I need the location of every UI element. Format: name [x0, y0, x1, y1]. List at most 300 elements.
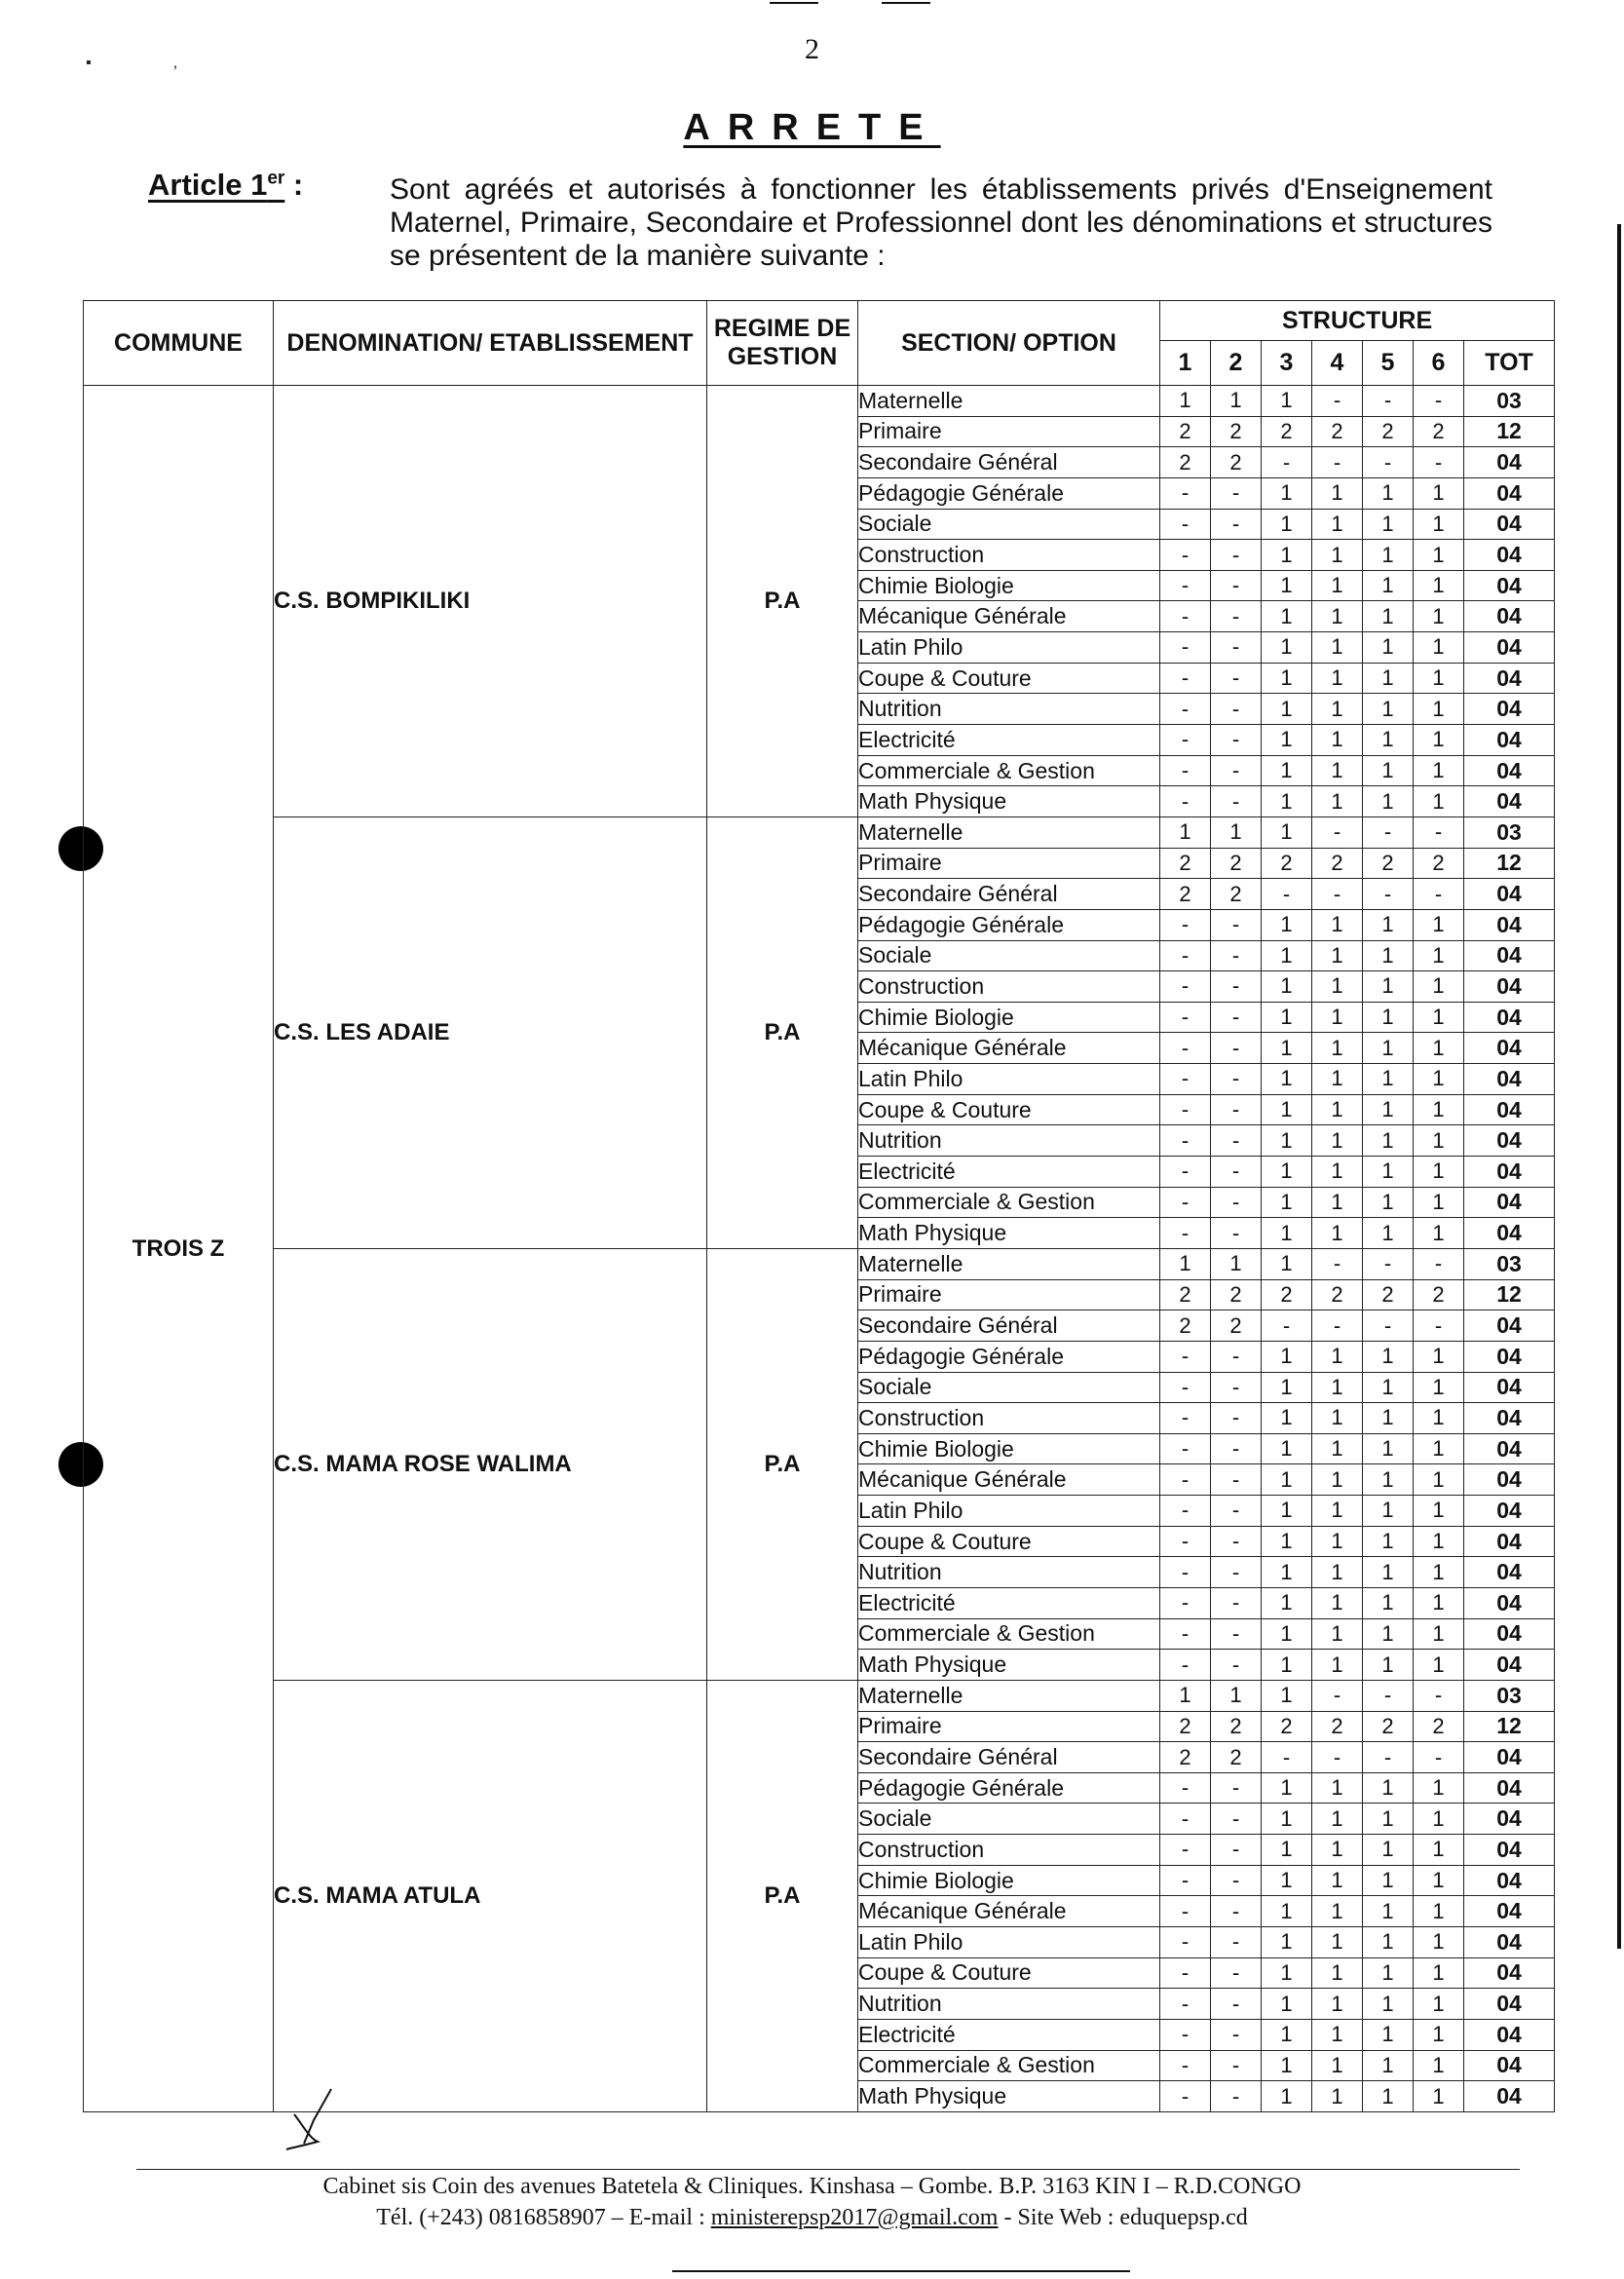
- level-1-cell: -: [1160, 1496, 1211, 1527]
- level-6-cell: 1: [1414, 1372, 1464, 1403]
- level-2-cell: -: [1211, 2081, 1262, 2112]
- total-cell: 04: [1464, 540, 1555, 571]
- level-1-cell: -: [1160, 1341, 1211, 1372]
- level-6-cell: 1: [1414, 971, 1464, 1003]
- level-6-cell: 1: [1414, 1033, 1464, 1064]
- level-2-cell: -: [1211, 1187, 1262, 1218]
- header-level-1: 1: [1160, 341, 1211, 386]
- level-4-cell: 1: [1312, 663, 1363, 694]
- level-3-cell: 1: [1262, 725, 1312, 756]
- option-cell: Latin Philo: [858, 1064, 1160, 1095]
- total-cell: 04: [1464, 1372, 1555, 1403]
- table-row: [84, 817, 1555, 848]
- level-5-cell: 1: [1363, 1002, 1414, 1033]
- level-4-cell: 2: [1312, 848, 1363, 879]
- option-cell: Chimie Biologie: [858, 570, 1160, 601]
- total-cell: 12: [1464, 1711, 1555, 1742]
- level-3-cell: 1: [1262, 1157, 1312, 1188]
- level-1-cell: -: [1160, 940, 1211, 971]
- level-2-cell: -: [1211, 2019, 1262, 2050]
- level-3-cell: 1: [1262, 1526, 1312, 1557]
- level-6-cell: 1: [1414, 1927, 1464, 1958]
- total-cell: 03: [1464, 817, 1555, 848]
- level-2-cell: 2: [1211, 879, 1262, 910]
- level-5-cell: 1: [1363, 1587, 1414, 1618]
- level-1-cell: -: [1160, 2050, 1211, 2081]
- level-3-cell: 1: [1262, 1957, 1312, 1989]
- establishment-name: C.S. BOMPIKILIKI: [274, 386, 707, 817]
- level-3-cell: 1: [1262, 2019, 1312, 2050]
- level-1-cell: -: [1160, 1033, 1211, 1064]
- total-cell: 04: [1464, 1403, 1555, 1434]
- level-6-cell: -: [1414, 447, 1464, 478]
- level-5-cell: -: [1363, 1248, 1414, 1279]
- total-cell: 03: [1464, 1248, 1555, 1279]
- level-1-cell: 1: [1160, 386, 1211, 417]
- level-1-cell: -: [1160, 786, 1211, 817]
- level-2-cell: -: [1211, 1372, 1262, 1403]
- level-5-cell: 1: [1363, 1496, 1414, 1527]
- level-5-cell: 1: [1363, 2019, 1414, 2050]
- level-5-cell: 1: [1363, 1557, 1414, 1588]
- level-5-cell: 1: [1363, 1896, 1414, 1927]
- level-1-cell: -: [1160, 725, 1211, 756]
- header-section: SECTION/ OPTION: [858, 301, 1160, 386]
- total-cell: 04: [1464, 1835, 1555, 1866]
- level-6-cell: 1: [1414, 1804, 1464, 1835]
- option-cell: Pédagogie Générale: [858, 1341, 1160, 1372]
- level-5-cell: 1: [1363, 786, 1414, 817]
- level-6-cell: -: [1414, 1310, 1464, 1342]
- level-5-cell: -: [1363, 447, 1414, 478]
- level-3-cell: 1: [1262, 755, 1312, 786]
- footer-contact: [0, 2205, 1624, 2231]
- level-1-cell: -: [1160, 1433, 1211, 1464]
- option-cell: Latin Philo: [858, 1927, 1160, 1958]
- level-2-cell: -: [1211, 755, 1262, 786]
- option-cell: Mécanique Générale: [858, 1464, 1160, 1496]
- level-2-cell: -: [1211, 1094, 1262, 1125]
- level-3-cell: 1: [1262, 1496, 1312, 1527]
- level-2-cell: 1: [1211, 1248, 1262, 1279]
- level-3-cell: 1: [1262, 1064, 1312, 1095]
- level-4-cell: 1: [1312, 1464, 1363, 1496]
- level-2-cell: 2: [1211, 1279, 1262, 1310]
- option-cell: Coupe & Couture: [858, 1094, 1160, 1125]
- level-1-cell: -: [1160, 1587, 1211, 1618]
- option-cell: Pédagogie Générale: [858, 477, 1160, 509]
- level-2-cell: -: [1211, 1157, 1262, 1188]
- level-3-cell: 1: [1262, 540, 1312, 571]
- total-cell: 04: [1464, 1464, 1555, 1496]
- level-6-cell: 1: [1414, 1587, 1464, 1618]
- level-4-cell: 2: [1312, 1279, 1363, 1310]
- total-cell: 04: [1464, 1526, 1555, 1557]
- level-6-cell: 1: [1414, 1989, 1464, 2020]
- level-5-cell: 1: [1363, 632, 1414, 664]
- level-6-cell: 1: [1414, 663, 1464, 694]
- total-cell: 04: [1464, 786, 1555, 817]
- level-4-cell: 1: [1312, 477, 1363, 509]
- option-cell: Electricité: [858, 1587, 1160, 1618]
- option-cell: Commerciale & Gestion: [858, 2050, 1160, 2081]
- level-6-cell: 1: [1414, 1341, 1464, 1372]
- level-2-cell: -: [1211, 1927, 1262, 1958]
- level-6-cell: 1: [1414, 909, 1464, 940]
- level-6-cell: 1: [1414, 601, 1464, 632]
- bottom-edge-mark: [672, 2270, 1130, 2272]
- level-3-cell: 1: [1262, 1002, 1312, 1033]
- option-cell: Coupe & Couture: [858, 1526, 1160, 1557]
- total-cell: 12: [1464, 1279, 1555, 1310]
- level-5-cell: 1: [1363, 1464, 1414, 1496]
- establishment-name: C.S. MAMA ROSE WALIMA: [274, 1248, 707, 1680]
- level-2-cell: -: [1211, 1064, 1262, 1095]
- total-cell: 04: [1464, 755, 1555, 786]
- level-3-cell: 1: [1262, 1865, 1312, 1896]
- header-structure: STRUCTURE: [1160, 301, 1555, 341]
- level-3-cell: 1: [1262, 1033, 1312, 1064]
- option-cell: Electricité: [858, 2019, 1160, 2050]
- level-3-cell: 1: [1262, 1587, 1312, 1618]
- level-3-cell: 1: [1262, 909, 1312, 940]
- level-2-cell: -: [1211, 1496, 1262, 1527]
- level-4-cell: 1: [1312, 940, 1363, 971]
- level-3-cell: 1: [1262, 2081, 1312, 2112]
- header-denomination: DENOMINATION/ ETABLISSEMENT: [274, 301, 707, 386]
- level-2-cell: -: [1211, 725, 1262, 756]
- level-5-cell: 1: [1363, 1033, 1414, 1064]
- option-cell: Chimie Biologie: [858, 1433, 1160, 1464]
- level-5-cell: 1: [1363, 1125, 1414, 1157]
- level-6-cell: 1: [1414, 1187, 1464, 1218]
- scan-speck: ▪: [86, 55, 92, 71]
- level-6-cell: 1: [1414, 725, 1464, 756]
- table-row: [84, 1680, 1555, 1711]
- footer-website: - Site Web : eduquepsp.cd: [998, 2205, 1248, 2230]
- level-5-cell: 1: [1363, 1989, 1414, 2020]
- level-6-cell: 1: [1414, 786, 1464, 817]
- option-cell: Latin Philo: [858, 632, 1160, 664]
- table-row: [84, 1248, 1555, 1279]
- level-4-cell: 1: [1312, 1526, 1363, 1557]
- total-cell: 12: [1464, 848, 1555, 879]
- establishment-name: C.S. MAMA ATULA: [274, 1680, 707, 2111]
- level-6-cell: 2: [1414, 1711, 1464, 1742]
- level-4-cell: 1: [1312, 570, 1363, 601]
- level-2-cell: -: [1211, 1989, 1262, 2020]
- level-1-cell: -: [1160, 1927, 1211, 1958]
- footer-phone: Tél. (+243) 0816858907 – E-mail :: [376, 2205, 711, 2230]
- level-1-cell: -: [1160, 1865, 1211, 1896]
- total-cell: 04: [1464, 1927, 1555, 1958]
- option-cell: Secondaire Général: [858, 447, 1160, 478]
- level-6-cell: 1: [1414, 1125, 1464, 1157]
- total-cell: 04: [1464, 1772, 1555, 1804]
- total-cell: 04: [1464, 477, 1555, 509]
- header-commune: COMMUNE: [84, 301, 274, 386]
- top-edge-mark: [770, 2, 818, 4]
- level-3-cell: 1: [1262, 1248, 1312, 1279]
- option-cell: Construction: [858, 1835, 1160, 1866]
- level-3-cell: 2: [1262, 1279, 1312, 1310]
- level-1-cell: -: [1160, 509, 1211, 540]
- option-cell: Chimie Biologie: [858, 1002, 1160, 1033]
- level-2-cell: -: [1211, 540, 1262, 571]
- level-1-cell: -: [1160, 1896, 1211, 1927]
- level-3-cell: 1: [1262, 1680, 1312, 1711]
- level-4-cell: 1: [1312, 1372, 1363, 1403]
- level-6-cell: 1: [1414, 570, 1464, 601]
- total-cell: 04: [1464, 2050, 1555, 2081]
- level-2-cell: 1: [1211, 817, 1262, 848]
- option-cell: Math Physique: [858, 786, 1160, 817]
- level-2-cell: -: [1211, 940, 1262, 971]
- level-3-cell: 2: [1262, 1711, 1312, 1742]
- level-1-cell: -: [1160, 1526, 1211, 1557]
- level-6-cell: -: [1414, 1248, 1464, 1279]
- level-3-cell: 1: [1262, 1557, 1312, 1588]
- level-2-cell: -: [1211, 1433, 1262, 1464]
- level-5-cell: 2: [1363, 1711, 1414, 1742]
- level-2-cell: -: [1211, 1341, 1262, 1372]
- level-2-cell: -: [1211, 1618, 1262, 1650]
- level-4-cell: 1: [1312, 1187, 1363, 1218]
- level-5-cell: -: [1363, 386, 1414, 417]
- scan-edge: [1617, 224, 1621, 1949]
- scan-speck: ,: [173, 55, 177, 71]
- level-6-cell: 1: [1414, 1650, 1464, 1681]
- level-3-cell: 2: [1262, 416, 1312, 447]
- level-3-cell: 1: [1262, 1989, 1312, 2020]
- level-1-cell: -: [1160, 601, 1211, 632]
- level-2-cell: -: [1211, 2050, 1262, 2081]
- level-2-cell: -: [1211, 909, 1262, 940]
- total-cell: 04: [1464, 1125, 1555, 1157]
- total-cell: 04: [1464, 1865, 1555, 1896]
- level-5-cell: 1: [1363, 940, 1414, 971]
- option-cell: Nutrition: [858, 694, 1160, 725]
- total-cell: 04: [1464, 1033, 1555, 1064]
- level-4-cell: -: [1312, 447, 1363, 478]
- footer-email-link[interactable]: ministerepsp2017@gmail.com: [710, 2205, 999, 2230]
- level-4-cell: 1: [1312, 1064, 1363, 1095]
- level-4-cell: 1: [1312, 2019, 1363, 2050]
- level-3-cell: 1: [1262, 817, 1312, 848]
- table-row: [84, 386, 1555, 417]
- option-cell: Construction: [858, 1403, 1160, 1434]
- level-3-cell: -: [1262, 447, 1312, 478]
- option-cell: Nutrition: [858, 1989, 1160, 2020]
- level-4-cell: 2: [1312, 1711, 1363, 1742]
- level-3-cell: 1: [1262, 1650, 1312, 1681]
- option-cell: Commerciale & Gestion: [858, 755, 1160, 786]
- total-cell: 04: [1464, 725, 1555, 756]
- level-2-cell: -: [1211, 1650, 1262, 1681]
- level-3-cell: 1: [1262, 601, 1312, 632]
- level-4-cell: 1: [1312, 1804, 1363, 1835]
- level-2-cell: 2: [1211, 1742, 1262, 1773]
- level-4-cell: 1: [1312, 1157, 1363, 1188]
- level-1-cell: -: [1160, 1372, 1211, 1403]
- level-1-cell: 1: [1160, 817, 1211, 848]
- level-1-cell: 2: [1160, 1711, 1211, 1742]
- option-cell: Mécanique Générale: [858, 601, 1160, 632]
- option-cell: Nutrition: [858, 1125, 1160, 1157]
- level-4-cell: 1: [1312, 1557, 1363, 1588]
- level-3-cell: 1: [1262, 1927, 1312, 1958]
- level-5-cell: 1: [1363, 2081, 1414, 2112]
- level-5-cell: 1: [1363, 1650, 1414, 1681]
- option-cell: Nutrition: [858, 1557, 1160, 1588]
- level-4-cell: 1: [1312, 1403, 1363, 1434]
- level-4-cell: 1: [1312, 1896, 1363, 1927]
- level-2-cell: -: [1211, 694, 1262, 725]
- level-2-cell: 1: [1211, 1680, 1262, 1711]
- option-cell: Maternelle: [858, 386, 1160, 417]
- level-6-cell: 1: [1414, 940, 1464, 971]
- level-4-cell: 1: [1312, 1772, 1363, 1804]
- level-4-cell: 1: [1312, 1033, 1363, 1064]
- level-5-cell: 1: [1363, 1772, 1414, 1804]
- level-4-cell: 2: [1312, 416, 1363, 447]
- level-2-cell: -: [1211, 509, 1262, 540]
- regime-cell: P.A: [707, 817, 858, 1248]
- level-1-cell: -: [1160, 570, 1211, 601]
- header-level-4: 4: [1312, 341, 1363, 386]
- level-2-cell: -: [1211, 971, 1262, 1003]
- total-cell: 04: [1464, 694, 1555, 725]
- option-cell: Maternelle: [858, 1248, 1160, 1279]
- level-1-cell: -: [1160, 694, 1211, 725]
- option-cell: Latin Philo: [858, 1496, 1160, 1527]
- level-6-cell: 1: [1414, 1094, 1464, 1125]
- total-cell: 04: [1464, 1618, 1555, 1650]
- level-6-cell: 1: [1414, 1896, 1464, 1927]
- level-4-cell: 1: [1312, 1989, 1363, 2020]
- level-3-cell: -: [1262, 1310, 1312, 1342]
- level-1-cell: 1: [1160, 1680, 1211, 1711]
- level-1-cell: -: [1160, 1125, 1211, 1157]
- total-cell: 04: [1464, 601, 1555, 632]
- level-1-cell: -: [1160, 2019, 1211, 2050]
- level-5-cell: 1: [1363, 1341, 1414, 1372]
- total-cell: 04: [1464, 1989, 1555, 2020]
- level-2-cell: 2: [1211, 447, 1262, 478]
- level-3-cell: 1: [1262, 786, 1312, 817]
- level-3-cell: 1: [1262, 1403, 1312, 1434]
- level-1-cell: -: [1160, 1403, 1211, 1434]
- level-2-cell: -: [1211, 663, 1262, 694]
- level-5-cell: 1: [1363, 1618, 1414, 1650]
- level-6-cell: 1: [1414, 632, 1464, 664]
- level-4-cell: 1: [1312, 1927, 1363, 1958]
- level-1-cell: -: [1160, 1835, 1211, 1866]
- total-cell: 04: [1464, 570, 1555, 601]
- option-cell: Construction: [858, 540, 1160, 571]
- level-1-cell: -: [1160, 1957, 1211, 1989]
- level-5-cell: 1: [1363, 1218, 1414, 1249]
- level-3-cell: 1: [1262, 1896, 1312, 1927]
- option-cell: Mécanique Générale: [858, 1896, 1160, 1927]
- article-label-sup: er: [267, 168, 285, 189]
- level-3-cell: 1: [1262, 1125, 1312, 1157]
- level-1-cell: -: [1160, 1094, 1211, 1125]
- total-cell: 04: [1464, 1896, 1555, 1927]
- total-cell: 04: [1464, 1433, 1555, 1464]
- option-cell: Pédagogie Générale: [858, 909, 1160, 940]
- level-6-cell: 1: [1414, 477, 1464, 509]
- level-4-cell: 1: [1312, 1125, 1363, 1157]
- footer-address: Cabinet sis Coin des avenues Batetela & Cliniques. Kinshasa – Gombe. B.P. 3163 KIN I – R.D.CONGO: [322, 2174, 1302, 2199]
- total-cell: 03: [1464, 1680, 1555, 1711]
- level-4-cell: 1: [1312, 601, 1363, 632]
- level-2-cell: -: [1211, 1587, 1262, 1618]
- level-5-cell: 1: [1363, 2050, 1414, 2081]
- level-6-cell: 2: [1414, 416, 1464, 447]
- option-cell: Coupe & Couture: [858, 1957, 1160, 1989]
- option-cell: Sociale: [858, 1804, 1160, 1835]
- signature-mark: [275, 2085, 343, 2153]
- top-edge-mark: [882, 2, 930, 4]
- total-cell: 04: [1464, 632, 1555, 664]
- level-6-cell: 1: [1414, 509, 1464, 540]
- level-4-cell: 1: [1312, 509, 1363, 540]
- header-total: TOT: [1464, 341, 1555, 386]
- option-cell: Chimie Biologie: [858, 1865, 1160, 1896]
- level-2-cell: -: [1211, 1804, 1262, 1835]
- level-1-cell: -: [1160, 1002, 1211, 1033]
- option-cell: Electricité: [858, 725, 1160, 756]
- option-cell: Primaire: [858, 1711, 1160, 1742]
- total-cell: 04: [1464, 1557, 1555, 1588]
- level-1-cell: -: [1160, 1772, 1211, 1804]
- level-6-cell: -: [1414, 386, 1464, 417]
- level-1-cell: -: [1160, 1157, 1211, 1188]
- level-4-cell: 1: [1312, 909, 1363, 940]
- level-5-cell: 1: [1363, 570, 1414, 601]
- level-3-cell: 1: [1262, 1804, 1312, 1835]
- level-4-cell: -: [1312, 1742, 1363, 1773]
- level-1-cell: 2: [1160, 848, 1211, 879]
- level-1-cell: -: [1160, 1064, 1211, 1095]
- level-3-cell: 1: [1262, 1618, 1312, 1650]
- level-1-cell: 2: [1160, 416, 1211, 447]
- level-5-cell: 1: [1363, 1372, 1414, 1403]
- total-cell: 04: [1464, 2019, 1555, 2050]
- level-4-cell: 1: [1312, 2081, 1363, 2112]
- level-2-cell: -: [1211, 1772, 1262, 1804]
- level-1-cell: 2: [1160, 1310, 1211, 1342]
- level-6-cell: 1: [1414, 1002, 1464, 1033]
- level-5-cell: 1: [1363, 1865, 1414, 1896]
- level-3-cell: 1: [1262, 632, 1312, 664]
- level-5-cell: 1: [1363, 971, 1414, 1003]
- level-1-cell: -: [1160, 1557, 1211, 1588]
- option-cell: Sociale: [858, 940, 1160, 971]
- level-4-cell: -: [1312, 1248, 1363, 1279]
- level-5-cell: -: [1363, 1680, 1414, 1711]
- level-3-cell: 2: [1262, 848, 1312, 879]
- level-6-cell: 1: [1414, 1464, 1464, 1496]
- level-1-cell: -: [1160, 1464, 1211, 1496]
- option-cell: Sociale: [858, 509, 1160, 540]
- total-cell: 04: [1464, 1310, 1555, 1342]
- level-4-cell: 1: [1312, 632, 1363, 664]
- total-cell: 04: [1464, 1002, 1555, 1033]
- total-cell: 04: [1464, 1742, 1555, 1773]
- level-3-cell: 1: [1262, 386, 1312, 417]
